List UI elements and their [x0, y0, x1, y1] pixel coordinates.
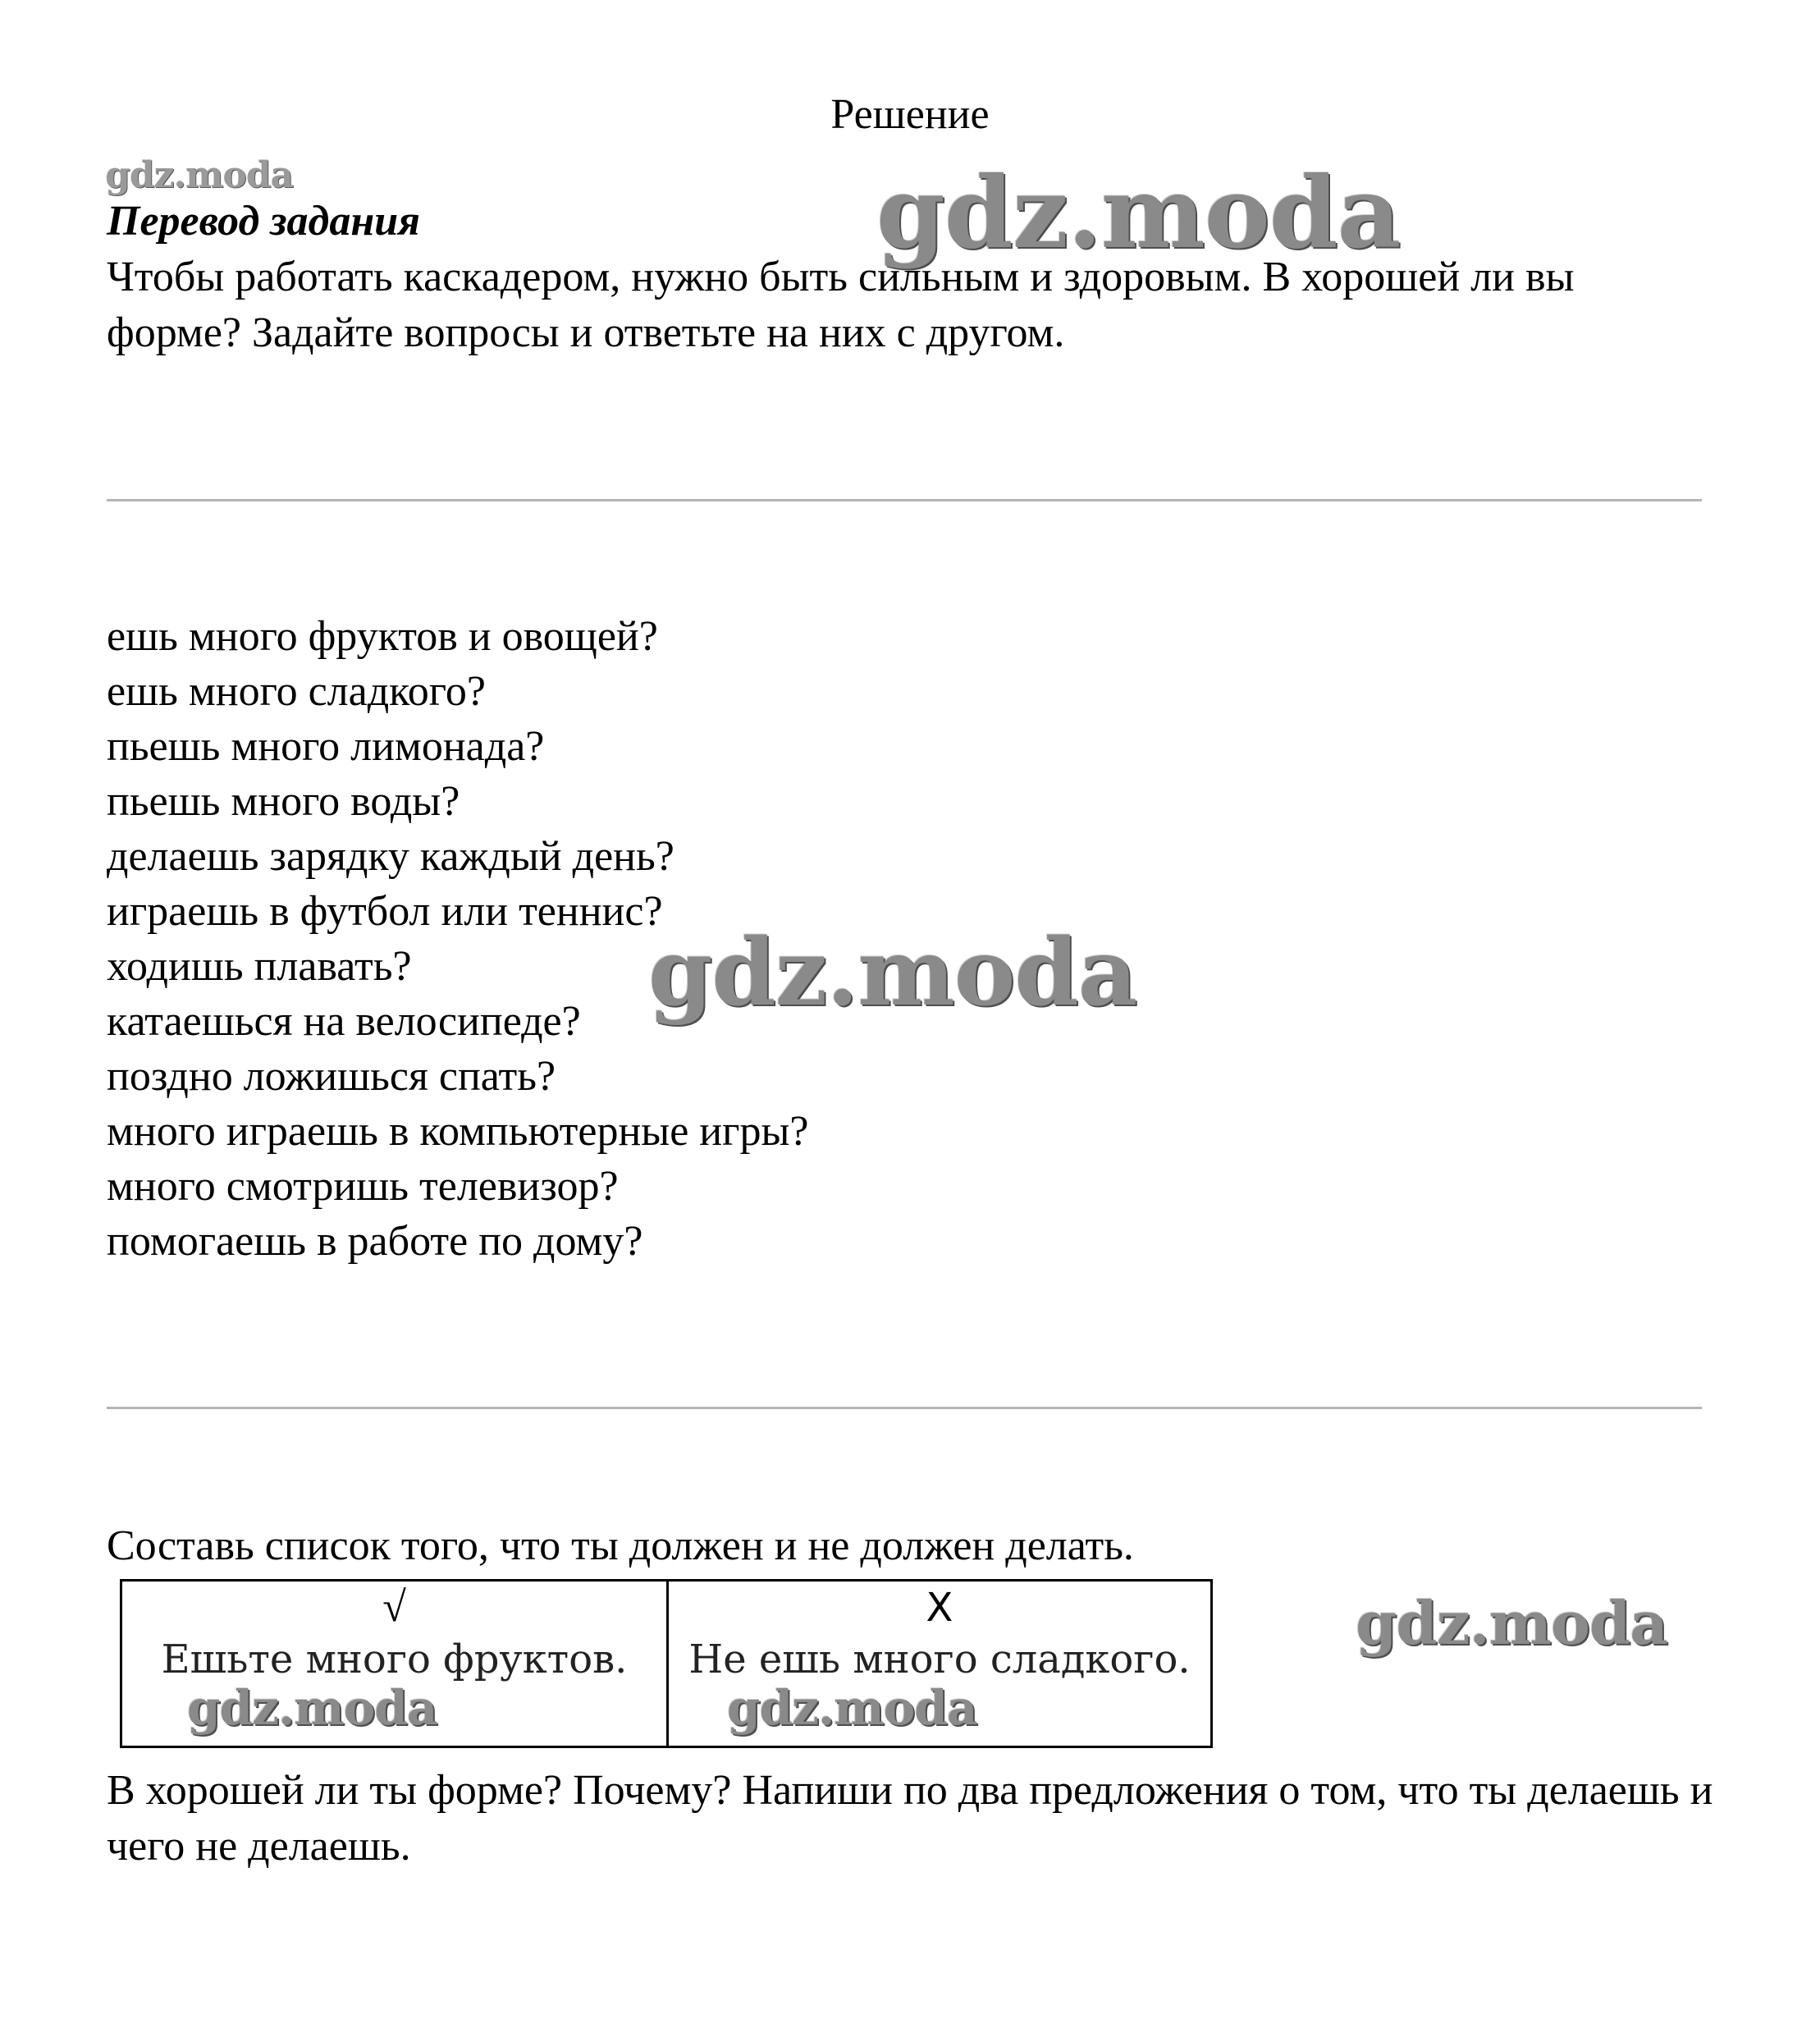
list-item: ешь много фруктов и овощей? — [107, 613, 658, 660]
page-title: Решение — [830, 91, 990, 138]
watermark-logo: gdz.moda — [876, 155, 1401, 271]
list-item: делаешь зарядку каждый день? — [107, 833, 674, 880]
watermark-logo: gdz.moda — [648, 919, 1137, 1027]
check-mark-icon: √ — [382, 1584, 406, 1631]
divider — [107, 499, 1702, 501]
task-text: Чтобы работать каскадером, нужно быть сильным и здоровым. В хорошей ли вы форме? Задайте вопросы и ответьте на них с другом. — [107, 254, 1575, 356]
list-item: помогаешь в работе по дому? — [107, 1218, 643, 1265]
final-task-text: В хорошей ли ты форме? Почему? Напиши по два предложения о том, что ты делаешь и чего не делаешь. — [107, 1767, 1713, 1870]
list-item: ешь много сладкого? — [107, 668, 486, 715]
watermark-logo: gdz.moda — [1356, 1588, 1667, 1658]
list-item: пьешь много воды? — [107, 778, 460, 825]
watermark-logo: gdz.moda — [187, 1680, 437, 1736]
watermark-logo: gdz.moda — [105, 154, 294, 196]
list-item: играешь в футбол или теннис? — [107, 888, 663, 935]
list-item: много играешь в компьютерные игры? — [107, 1108, 809, 1155]
list-task-text: Составь список того, что ты должен и не должен делать. — [107, 1522, 1134, 1569]
list-item: много смотришь телевизор? — [107, 1163, 619, 1210]
table-cell-text: Ешьте много фруктов. — [161, 1636, 628, 1682]
list-item: катаешься на велосипеде? — [107, 998, 581, 1045]
list-item: ходишь плавать? — [107, 943, 412, 990]
cross-mark-icon: X — [926, 1585, 953, 1631]
list-item: поздно ложишься спать? — [107, 1053, 556, 1100]
divider — [107, 1407, 1702, 1409]
list-item: пьешь много лимонада? — [107, 723, 545, 770]
watermark-logo: gdz.moda — [727, 1680, 977, 1736]
task-heading: Перевод задания — [107, 198, 420, 245]
table-cell-text: Не ешь много сладкого. — [688, 1636, 1191, 1682]
